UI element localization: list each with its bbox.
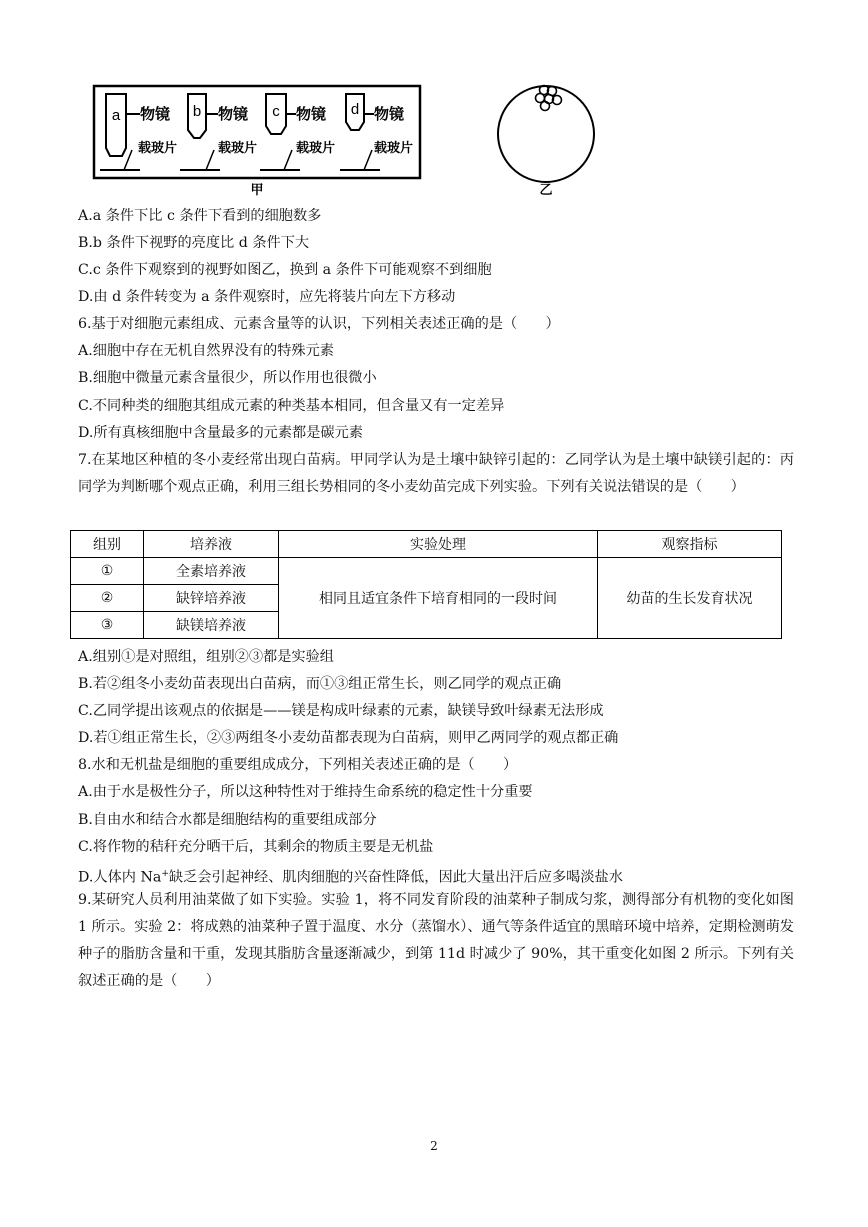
q8-stem: 8.水和无机盐是细胞的重要组成成分，下列相关表述正确的是（ ） [78, 757, 518, 773]
q6-stem: 6.基于对细胞元素组成、元素含量等的认识，下列相关表述正确的是（ ） [78, 316, 560, 332]
figure-yi [498, 86, 594, 199]
objective-a-label: a [111, 107, 121, 124]
slide-c-text: 载玻片 [296, 141, 336, 156]
medium-cell: 全素培养液 [144, 558, 279, 585]
q7-experiment-table [70, 530, 782, 639]
medium-cell: 缺镁培养液 [144, 612, 279, 639]
q8-option-a: A.由于水是极性分子，所以这种特性对于维持生命系统的稳定性十分重要 [78, 784, 533, 800]
objective-c-text: 物镜 [296, 105, 327, 123]
objective-c-label: c [272, 103, 280, 120]
figure-jia [94, 86, 420, 198]
page-number: 2 [430, 1139, 438, 1153]
q7-stem: 7.在某地区种植的冬小麦经常出现白苗病。甲同学认为是土壤中缺锌引起的：乙同学认为是土壤中缺镁引起的：丙同学为判断哪个观点正确，利用三组长势相同的冬小麦幼苗完成下列实验。下列有关说法错误的是（ ） [78, 452, 794, 495]
q5-option-a: A.a 条件下比 c 条件下看到的细胞数多 [78, 208, 322, 224]
slide-d-text: 载玻片 [374, 141, 414, 156]
objective-b [180, 94, 257, 170]
objective-d [340, 94, 413, 170]
q7-option-a: A.组别①是对照组，组别②③都是实验组 [78, 649, 334, 665]
treatment-cell: 相同且适宜条件下培育相同的一段时间 [279, 558, 598, 639]
group-cell: ② [71, 585, 144, 612]
objective-b-text: 物镜 [218, 105, 249, 123]
q5-option-d: D.由 d 条件转变为 a 条件观察时，应先将装片向左下方移动 [78, 289, 456, 305]
q6-option-b: B.细胞中微量元素含量很少，所以作用也很微小 [78, 370, 377, 386]
q8-option-d [78, 864, 623, 888]
figure-caption-jia: 甲 [250, 183, 264, 198]
header-treatment: 实验处理 [279, 531, 598, 558]
objective-d-label: d [350, 101, 360, 118]
microscope-figure [80, 78, 620, 200]
objective-c [260, 94, 335, 170]
q8-option-b: B.自由水和结合水都是细胞结构的重要组成部分 [78, 812, 377, 828]
q7-option-b: B.若②组冬小麦幼苗表现出白苗病，而①③组正常生长，则乙同学的观点正确 [78, 676, 562, 692]
q6-option-a: A.细胞中存在无机自然界没有的特殊元素 [78, 343, 334, 359]
objective-a-text: 物镜 [140, 105, 171, 123]
table-row [71, 558, 782, 585]
q5-option-c: C.c 条件下观察到的视野如图乙，换到 a 条件下可能观察不到细胞 [78, 262, 492, 278]
objective-a [100, 94, 177, 170]
q8-option-c: C.将作物的秸秆充分晒干后，其剩余的物质主要是无机盐 [78, 839, 434, 855]
header-medium: 培养液 [144, 531, 279, 558]
q7-option-c: C.乙同学提出该观点的依据是——镁是构成叶绿素的元素，缺镁导致叶绿素无法形成 [78, 703, 604, 719]
group-cell: ① [71, 558, 144, 585]
header-indicator: 观察指标 [598, 531, 782, 558]
slide-b-text: 载玻片 [218, 141, 258, 156]
indicator-cell: 幼苗的生长发育状况 [598, 558, 782, 639]
group-cell: ③ [71, 612, 144, 639]
slide-a-text: 载玻片 [138, 141, 178, 156]
q5-option-b: B.b 条件下视野的亮度比 d 条件下大 [78, 235, 310, 251]
figure-caption-yi: 乙 [539, 183, 553, 198]
q8-option-d-sup: + [161, 869, 169, 879]
cells-cluster [536, 86, 562, 111]
objective-d-text: 物镜 [374, 105, 405, 123]
medium-cell: 缺锌培养液 [144, 585, 279, 612]
q6-option-d: D.所有真核细胞中含量最多的元素都是碳元素 [78, 425, 363, 441]
header-group: 组别 [71, 531, 144, 558]
q8-option-d-pre: D.人体内 Na [78, 869, 162, 886]
q7-option-d: D.若①组正常生长，②③两组冬小麦幼苗都表现为白苗病，则甲乙两同学的观点都正确 [78, 730, 619, 746]
q8-option-d-post: 缺乏会引起神经、肌肉细胞的兴奋性降低，因此大量出汗后应多喝淡盐水 [168, 869, 623, 886]
q9-stem: 9.某研究人员利用油菜做了如下实验。实验 1，将不同发育阶段的油菜种子制成匀浆，测得部分有机物的变化如图 1 所示。实验 2：将成熟的油菜种子置于温度、水分（蒸馏水）、通气等条件适宜的黑暗环境中培养，定期检测萌发种子的脂肪含量和干重，发现其脂肪含量逐渐减少，到第 11d 时减少了 90%，其干重变化如图 2 所示。下列有关叙述正确的是（ ） [78, 892, 794, 989]
q6-option-c: C.不同种类的细胞其组成元素的种类基本相同，但含量又有一定差异 [78, 398, 505, 414]
objective-b-label: b [192, 103, 202, 120]
table-header-row [71, 531, 782, 558]
